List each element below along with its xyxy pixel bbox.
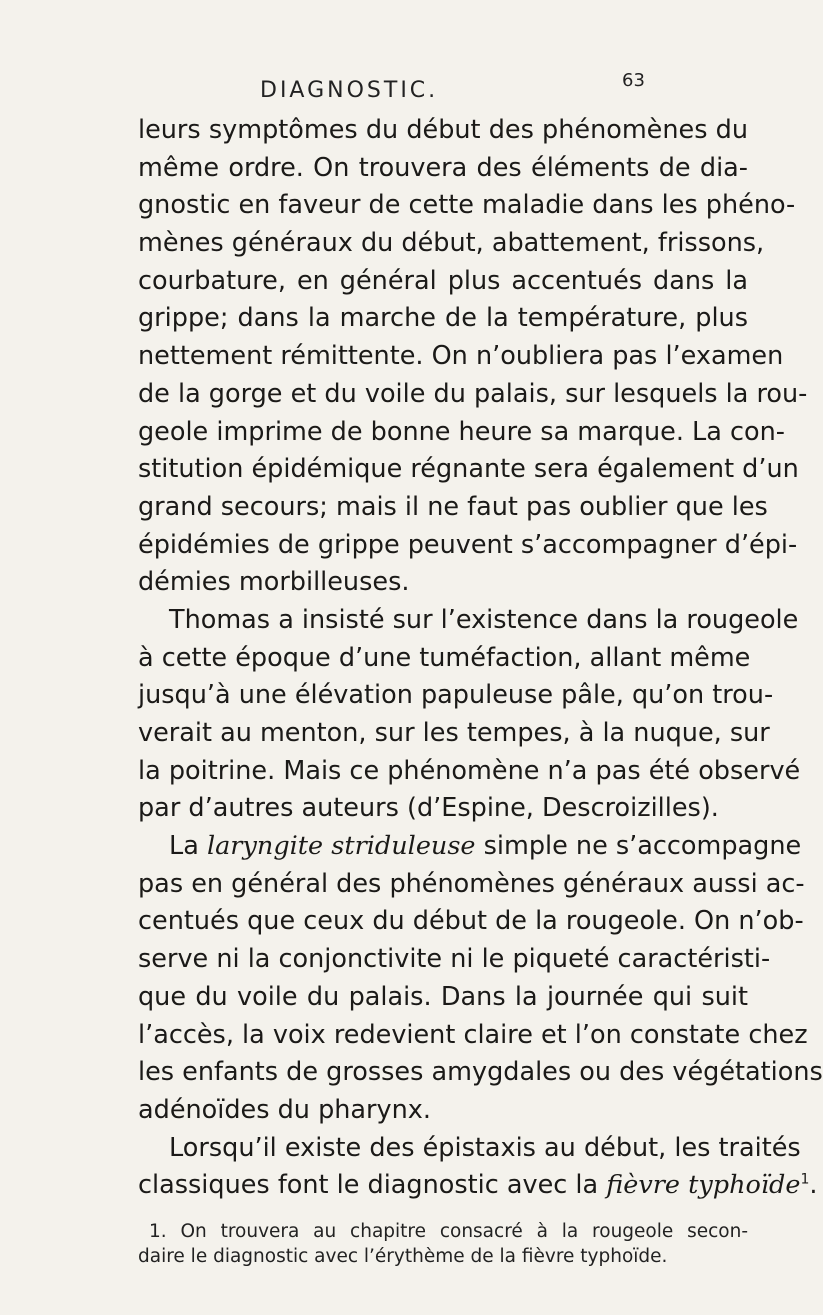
text-rest: simple ne s’accompagne [483,831,802,862]
text-line: jusqu’à une élévation papuleuse pâle, qu’on trou- [138,680,774,711]
text-line: grippe; dans la marche de la température, plus [138,303,748,334]
page-number: 63 [622,70,645,91]
text-line: démies morbilleuses. [138,567,410,598]
text-line: adénoïdes du pharynx. [138,1094,431,1125]
text-line: Lorsqu’il existe des épistaxis au début, les traités [169,1132,801,1163]
text-line: geole imprime de bonne heure sa marque. La con- [138,416,785,447]
text-line: par d’autres auteurs (d’Espine, Descroizilles). [138,793,719,824]
running-head [0,70,800,108]
text-line: verait au menton, sur les tempes, à la nuque, sur [138,718,770,748]
text-line: de la gorge et du voile du palais, sur lesquels la rou- [138,378,808,409]
running-title: DIAGNOSTIC. [260,78,439,103]
text-line: nettement rémittente. On n’oubliera pas l’examen [138,341,784,372]
italic-term: laryngite striduleuse [206,831,476,862]
italic-term: fièvre typhoïde [606,1170,801,1201]
footnote-line: 1. On trouvera au chapitre consacré à la rougeole secon- [149,1221,748,1242]
text-line: stitution épidémique régnante sera également d’un [138,454,799,485]
text-line: leurs symptômes du début des phénomènes du [138,115,748,145]
text-line: épidémies de grippe peuvent s’accompagner d’épi- [138,529,798,560]
text-lead: classiques font le diagnostic avec la [138,1170,599,1201]
text-line: courbature, en général plus accentués dans la [138,265,748,296]
text-line: Thomas a insisté sur l’existence dans la rougeole [169,604,799,635]
text-line: serve ni la conjonctivite ni le piqueté caractéristi- [138,944,771,975]
text-line-mixed [138,828,802,866]
text-line: l’accès, la voix redevient claire et l’on constate chez [138,1019,808,1050]
text-line: à cette époque d’une tuméfaction, allant même [138,642,751,673]
text-end: . [809,1170,818,1201]
footnote-ref: 1 [800,1171,810,1188]
text-line: grand secours; mais il ne faut pas oublier que les [138,491,768,522]
text-line-mixed [138,1167,818,1205]
text-line: les enfants de grosses amygdales ou des végétations [138,1057,823,1088]
text-line: pas en général des phénomènes généraux aussi ac- [138,868,805,899]
text-line: centués que ceux du début de la rougeole. On n’ob- [138,906,804,937]
text-line: que du voile du palais. Dans la journée qui suit [138,981,748,1012]
text-lead: La [169,831,199,862]
text-line: la poitrine. Mais ce phénomène n’a pas été observé [138,755,801,786]
body-text [138,112,823,1205]
footnote-line: daire le diagnostic avec l’érythème de la fièvre typhoïde. [138,1246,668,1267]
text-line: gnostic en faveur de cette maladie dans les phéno- [138,190,796,221]
footnote [138,1219,748,1269]
text-line: même ordre. On trouvera des éléments de dia- [138,152,748,183]
text-line: mènes généraux du début, abattement, frissons, [138,228,765,259]
